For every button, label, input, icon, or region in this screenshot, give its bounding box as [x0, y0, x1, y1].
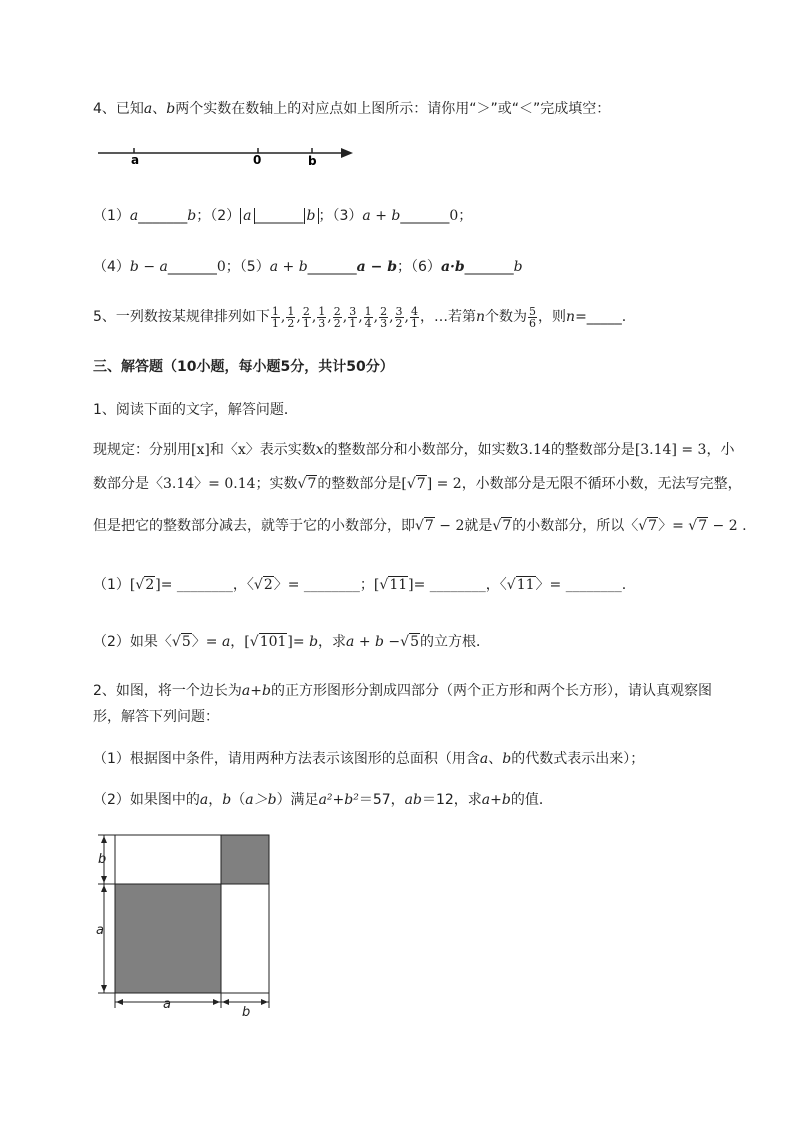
square-figure	[88, 830, 278, 1020]
number-line-arrow	[341, 148, 353, 158]
blank-6[interactable]: _______	[464, 259, 514, 275]
sqrt-7: √7	[297, 476, 317, 492]
q4-intro: 4、已知a、b两个实数在数轴上的对应点如上图所示：请你用“＞”或“＜”完成填空：	[93, 101, 611, 117]
fraction-item: $\frac{1}{1}$	[271, 304, 279, 330]
q4-parts-2: （4）b − a_______0；（5）a + b_______a − b；（6）a·b_______b	[93, 259, 523, 275]
label-a-bottom: a	[163, 997, 171, 1012]
q5-line: 5、一列数按某规律排列如下 $\frac{1}{1}$ , $\frac{1}{2}$ , $\frac{2}{1}$ , $\frac{1}{3}$ , $\frac{2}{2}$ , $\frac{3}{1}$ , $\frac{1}{4}$ , $\frac{2}{3}$ , $\frac{3}{2}$ , $\frac{4}{1}$ ，…若第n个数为 $\frac{5}{6}$ ，则n=_____.	[93, 304, 627, 330]
fraction-item: $\frac{3}{2}$	[395, 304, 403, 330]
blank-4[interactable]: _______	[167, 259, 217, 275]
s1-title: 1、阅读下面的文字，解答问题．	[93, 402, 298, 418]
s2-q2: （2）如果图中的a，b（a＞b）满足a²+b²＝57，ab＝12，求a+b的值．	[93, 792, 553, 808]
fraction-item: $\frac{1}{2}$	[287, 304, 295, 330]
fraction-item: $\frac{2}{1}$	[302, 304, 310, 330]
s2-line1: 2、如图，将一个边长为a+b的正方形图形分割成四部分（两个正方形和两个长方形），请认真观察图	[93, 683, 712, 699]
label-b: b	[308, 154, 317, 168]
label-b-bottom: b	[242, 1005, 251, 1020]
label-b-left: b	[98, 852, 107, 867]
section-title: 三、解答题（10小题，每小题5分，共计50分）	[93, 359, 394, 375]
s1-q1: （1）[√2]= ________，〈√2〉= ________；[√11]= ________，〈√11〉= ________.	[93, 577, 627, 593]
q4-parts-1: （1）a_______b；（2） a _______ b ；（3）a + b_______0；	[93, 208, 473, 224]
large-square-a	[115, 884, 221, 993]
s1-q2: （2）如果〈√5〉= a，[√101]= b，求a + b −√5的立方根．	[93, 634, 491, 650]
fraction-item: $\frac{2}{2}$	[333, 304, 341, 330]
s2-q1: （1）根据图中条件，请用两种方法表示该图形的总面积（用含a、b的代数式表示出来）；	[93, 751, 645, 767]
s1-line3: 但是把它的整数部分减去，就等于它的小数部分，即√7 − 2就是√7的小数部分，所以〈√7〉= √7 − 2 .	[93, 518, 747, 534]
label-a: a	[131, 153, 140, 167]
blank-2[interactable]: _______	[254, 208, 304, 224]
target-fraction: $\frac{5}{6}$	[529, 304, 537, 330]
answer-blank-3[interactable]: = ________	[413, 577, 486, 593]
label-a-left: a	[96, 923, 104, 938]
fraction-item: $\frac{1}{4}$	[364, 304, 372, 330]
fraction-item: $\frac{4}{1}$	[411, 304, 418, 330]
blank-3[interactable]: _______	[400, 208, 450, 224]
small-square-b	[221, 835, 269, 884]
answer-blank-4[interactable]: = ________	[549, 577, 622, 593]
fraction-sequence: $\frac{1}{1}$ , $\frac{1}{2}$ , $\frac{2}{1}$ , $\frac{1}{3}$ , $\frac{2}{2}$ , $\frac{3}{1}$ , $\frac{1}{4}$ , $\frac{2}{3}$ , $\frac{3}{2}$ , $\frac{4}{1}$	[271, 304, 418, 330]
answer-blank-2[interactable]: = ________	[287, 577, 360, 593]
s1-line1: 现规定：分别用[x]和〈x〉表示实数x的整数部分和小数部分，如实数3.14的整数部分是[3.14] = 3，小	[93, 442, 735, 458]
fraction-item: $\frac{2}{3}$	[380, 304, 388, 330]
s2-line2: 形，解答下列问题：	[93, 709, 219, 725]
label-0: 0	[253, 153, 262, 167]
s1-line2: 数部分是〈3.14〉= 0.14；实数√7的整数部分是[√7] = 2，小数部分是无限不循环小数，无法写完整，	[93, 476, 742, 492]
fraction-item: $\frac{3}{1}$	[349, 304, 357, 330]
blank-1[interactable]: _______	[138, 208, 188, 224]
answer-blank-1[interactable]: = ________	[160, 577, 233, 593]
number-line	[95, 142, 360, 172]
fraction-item: $\frac{1}{3}$	[318, 304, 326, 330]
blank-5[interactable]: _______	[307, 259, 357, 275]
